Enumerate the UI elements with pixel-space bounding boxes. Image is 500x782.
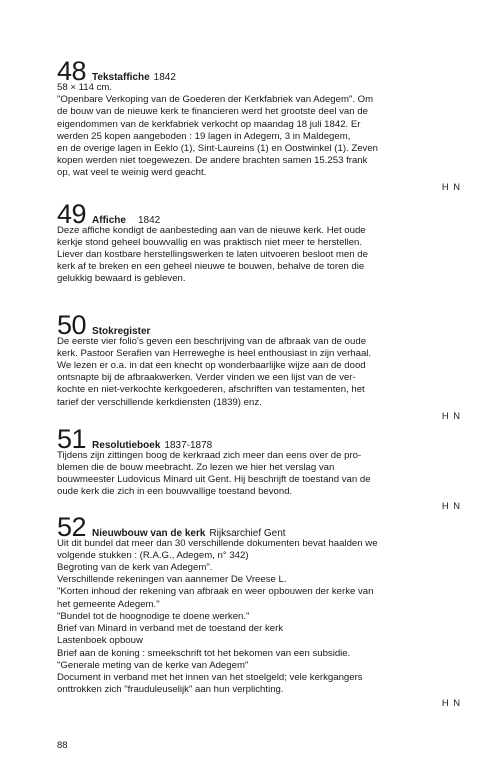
- entry-date: 1837-1878: [164, 439, 213, 451]
- entry-heading: [57, 309, 461, 340]
- entry-text: [57, 225, 461, 286]
- entry-heading: [57, 56, 461, 86]
- entry-number: 51: [57, 423, 87, 454]
- text-line: ontsnapte bij de afbraakwerken. Verder vinden we een lijst van de ver-: [57, 372, 356, 384]
- entry-text: [57, 538, 461, 697]
- entry-48: [57, 56, 461, 193]
- entry-title: Stokregister: [92, 325, 151, 337]
- entry-49: [57, 198, 461, 286]
- text-line: "Openbare Verkoping van de Goederen der Kerkfabriek van Adegem". Om: [57, 94, 374, 106]
- author-initials: H N: [441, 697, 461, 709]
- author-initials: H N: [441, 180, 461, 192]
- text-line: kochte en niet-verkochte kerkgoederen, afschriften van testamenten, het: [57, 384, 365, 396]
- text-line: bouwmeester Ludovicus Minard uit Gent. Hij beschrijft de toestand van de: [57, 474, 371, 486]
- entry-heading: [57, 198, 461, 229]
- entry-text: [57, 450, 461, 499]
- entry-heading: [57, 423, 461, 454]
- entry-50: [57, 309, 461, 422]
- text-line: De eerste vier folio's geven een beschrijving van de afbraak van de oude: [57, 335, 367, 347]
- text-line: Verschillende rekeningen van aannemer De Vreese L.: [57, 574, 287, 586]
- entry-number: 52: [57, 511, 87, 542]
- page-number: 88: [57, 740, 68, 751]
- text-line: "Bundel tot de hoognodige te doene werken.": [57, 610, 250, 622]
- author-initials: H N: [441, 499, 461, 511]
- text-line: We lezen er o.a. in dat een knecht op wonderbaarlijke wijze aan de dood: [57, 360, 366, 372]
- text-line: de bouw van de nieuwe kerk te financieren werd het grootste deel van de: [57, 106, 368, 118]
- text-line: Tijdens zijn zittingen boog de kerkraad zich meer dan eens over de pro-: [57, 449, 362, 461]
- text-line: "Korten inhoud der rekening van afbraak en weer opbouwen der kerke van: [57, 586, 374, 598]
- text-line: Deze affiche kondigt de aanbesteding aan van de nieuwe kerk. Het oude: [57, 224, 366, 236]
- text-line: Brief aan de koning : smeekschrift tot het bekomen van een subsidie.: [57, 647, 351, 659]
- entry-title: Nieuwbouw van de kerk: [92, 527, 206, 539]
- entry-number: 50: [57, 309, 87, 340]
- entry-source: Rijksarchief Gent: [209, 527, 286, 539]
- text-line: kerk. Pastoor Serafien van Herreweghe is heel enthousiast in zijn verhaal.: [57, 347, 372, 359]
- text-line: kerk af te breken en een geheel nieuwe te bouwen, behalve de toren die: [57, 261, 365, 273]
- entry-52: [57, 511, 461, 710]
- text-line: tarief der verschillende kerkdiensten (1839) enz.: [57, 396, 262, 408]
- entry-title: Tekstaffiche: [92, 72, 150, 83]
- entry-title: Resolutieboek: [92, 439, 161, 451]
- entry-number: 49: [57, 198, 87, 229]
- text-line: en de overige lagen in Eeklo (1), Sint-Laureins (1) en Oostwinkel (1). Zeven: [57, 143, 379, 155]
- text-line: kerkje stond geheel bouwvallig en was praktisch niet meer te herstellen.: [57, 236, 363, 248]
- text-line: Liever dan kostbare herstellingswerken te laten uitvoeren besloot men de: [57, 249, 368, 261]
- text-line: eigendommen van de kerkfabriek verkocht op maandag 18 juli 1842. Er: [57, 118, 361, 130]
- text-line: "Generale meting van de kerke van Adegem": [57, 659, 249, 671]
- entry-date: 1842: [137, 214, 161, 226]
- entry-date: 1842: [153, 72, 176, 83]
- entry-51: [57, 423, 461, 512]
- text-line: gelukkig bewaard is gebleven.: [57, 273, 186, 285]
- text-line: Brief van Minard in verband met de toestand der kerk: [57, 623, 284, 635]
- entry-heading: [57, 511, 461, 542]
- text-line: Begroting van de kerk van Adegem".: [57, 562, 213, 574]
- entry-number: 48: [57, 56, 87, 86]
- text-line: onttrokken zich "frauduleuselijk" aan hun verplichting.: [57, 684, 284, 696]
- author-initials: H N: [441, 409, 461, 421]
- text-line: het gemeente Adegem.": [57, 598, 160, 610]
- text-line: volgende stukken : (R.A.G., Adegem, n° 342): [57, 549, 249, 561]
- text-line: Lastenboek opbouw: [57, 635, 143, 647]
- text-line: oude kerk die zich in een bouwvallige toestand bevond.: [57, 486, 293, 498]
- text-line: op, wat veel te weinig werd geacht.: [57, 167, 207, 179]
- text-line: werden 25 kopen aangeboden : 19 lagen in Adegem, 3 in Maldegem,: [57, 130, 351, 142]
- entry-text: [57, 336, 461, 409]
- text-line: Document in verband met het innen van het stoelgeld; vele kerkgangers: [57, 671, 363, 683]
- text-line: kopen werden niet toegewezen. De andere brachten samen 15.253 frank: [57, 155, 368, 167]
- text-line: blemen die de bouw meebracht. Zo lezen we hier het verslag van: [57, 462, 335, 474]
- text-line: 58 × 114 cm.: [57, 82, 113, 93]
- text-line: Uit dit bundel dat meer dan 30 verschillende dokumenten bevat haalden we: [57, 537, 378, 549]
- catalog-page: [57, 56, 461, 709]
- entry-title: Affiche: [92, 214, 126, 226]
- entry-text: [57, 82, 461, 180]
